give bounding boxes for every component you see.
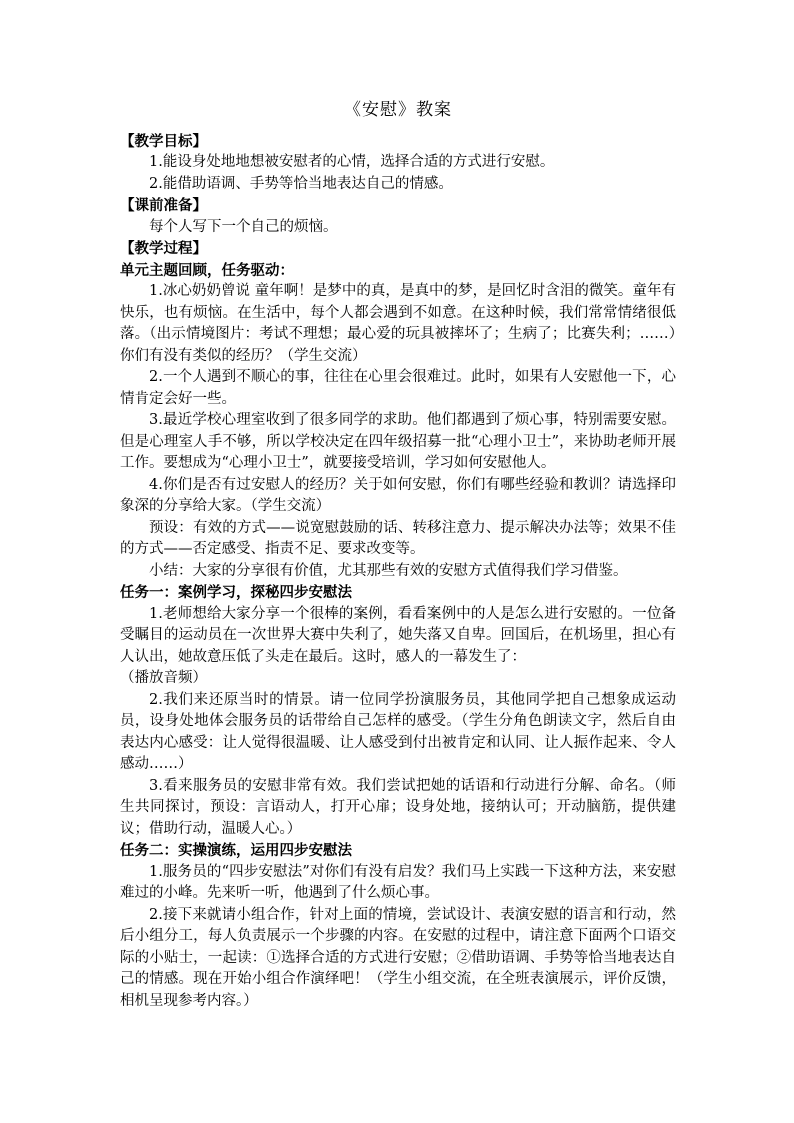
paragraph: 4.你们是否有过安慰人的经历？关于如何安慰，你们有哪些经验和教训？请选择印象深的分享给大家。（学生交流）	[120, 476, 676, 514]
paragraph: 2.能借助语调、手势等恰当地表达自己的情感。	[149, 175, 453, 192]
section-heading: 任务二：实操演练，运用四步安慰法	[120, 842, 352, 859]
paragraph: 1.服务员的“四步安慰法”对你们有没有启发？我们马上实践一下这种方法，来安慰难过的小峰。先来听一听，他遇到了什么烦心事。	[120, 863, 676, 901]
paragraph: 2.我们来还原当时的情景。请一位同学扮演服务员，其他同学把自己想象成运动员，设身处地体会服务员的话带给自己怎样的感受。（学生分角色朗读文字，然后自由表达内心感受：让人觉得很温暖、让人感受到付出被肯定和认同、让人振作起来、令人感动……）	[120, 691, 676, 772]
section-heading: 任务一：案例学习，探秘四步安慰法	[120, 584, 352, 601]
section-heading: 【课前准备】	[120, 197, 207, 214]
lesson-plan-document	[120, 100, 676, 1012]
paragraph: 小结：大家的分享很有价值，尤其那些有效的安慰方式值得我们学习借鉴。	[149, 562, 628, 579]
paragraph: 1.老师想给大家分享一个很棒的案例，看看案例中的人是怎么进行安慰的。一位备受瞩目的运动员在一次世界大赛中失利了，她失落又自卑。回国后，在机场里，担心有人认出，她故意压低了头走在最后。这时，感人的一幕发生了：	[120, 605, 676, 665]
paragraph: 3.最近学校心理室收到了很多同学的求助。他们都遇到了烦心事，特别需要安慰。但是心理室人手不够，所以学校决定在四年级招募一批“心理小卫士”，来协助老师开展工作。要想成为“心理小卫士”，就要接受培训，学习如何安慰他人。	[120, 412, 676, 471]
paragraph: 1.能设身处地地想被安慰者的心情，选择合适的方式进行安慰。	[149, 154, 555, 170]
paragraph: 2.接下来就请小组合作，针对上面的情境，尝试设计、表演安慰的语言和行动，然后小组分工，每人负责展示一个步骤的内容。在安慰的过程中，请注意下面两个口语交际的小贴士，一起读：①选择合适的方式进行安慰；②借助语调、手势等恰当地表达自己的情感。现在开始小组合作演绎吧！（学生小组交流，在全班表演展示，评价反馈，相机呈现参考内容。）	[120, 906, 676, 1009]
paragraph: 2.一个人遇到不顺心的事，往往在心里会很难过。此时，如果有人安慰他一下，心情肯定会好一些。	[120, 369, 676, 407]
paragraph: 3.看来服务员的安慰非常有效。我们尝试把她的话语和行动进行分解、命名。（师生共同探讨，预设：言语动人，打开心扉；设身处地，接纳认可；开动脑筋，提供建议；借助行动，温暖人心。）	[120, 777, 676, 837]
section-heading: 【教学目标】	[120, 132, 207, 150]
document-body	[120, 131, 676, 1013]
paragraph: （播放音频）	[120, 670, 207, 686]
paragraph: 每个人写下一个自己的烦恼。	[149, 218, 338, 235]
paragraph: 预设：有效的方式——说宽慰鼓励的话、转移注意力、提示解决办法等；效果不佳的方式——否定感受、指责不足、要求改变等。	[120, 519, 676, 557]
section-heading: 【教学过程】	[120, 240, 207, 257]
document-title: 《安慰》教案	[344, 100, 452, 120]
paragraph: 1.冰心奶奶曾说 童年啊！是梦中的真，是真中的梦，是回忆时含泪的微笑。童年有快乐，也有烦恼。在生活中，每个人都会遇到不如意。在这种时候，我们常常情绪很低落。（出示情境图片：考试不理想；最心爱的玩具被摔坏了；生病了；比赛失利；……）你们有没有类似的经历？（学生交流）	[120, 283, 676, 364]
section-heading: 单元主题回顾，任务驱动：	[120, 261, 294, 279]
